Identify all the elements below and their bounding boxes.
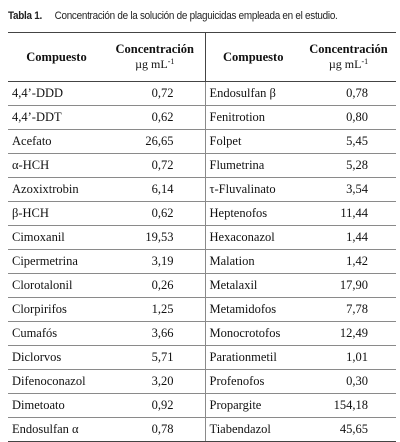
- concentration-cell: 19,53: [105, 226, 205, 250]
- concentration-cell: 0,72: [105, 154, 205, 178]
- concentration-cell: 0,62: [105, 106, 205, 130]
- table-row: [8, 106, 396, 130]
- concentration-cell: 0,72: [105, 82, 205, 106]
- compound-name-cell: Tiabendazol: [205, 418, 301, 442]
- compound-name-cell: Malation: [205, 250, 301, 274]
- concentration-cell: 11,44: [301, 202, 396, 226]
- table-header-row: [8, 33, 396, 82]
- concentration-cell: 3,20: [105, 370, 205, 394]
- compound-name-cell: α-HCH: [8, 154, 105, 178]
- compound-name-cell: τ-Fluvalinato: [205, 178, 301, 202]
- concentration-cell: 6,14: [105, 178, 205, 202]
- table-row: [8, 346, 396, 370]
- unit-exponent: -1: [167, 57, 175, 66]
- header-concentration-right: [301, 33, 396, 82]
- table-caption-text: Concentración de la solución de plaguicidas empleada en el estudio.: [54, 10, 338, 22]
- concentration-cell: 1,25: [105, 298, 205, 322]
- compound-name-cell: Flumetrina: [205, 154, 301, 178]
- table-row: [8, 202, 396, 226]
- table-row: [8, 394, 396, 418]
- header-concentration-right-title: Concentración: [309, 42, 388, 56]
- concentration-cell: 0,26: [105, 274, 205, 298]
- compound-name-cell: Metamidofos: [205, 298, 301, 322]
- header-concentration-right-unit: [301, 57, 396, 72]
- header-compound-left: Compuesto: [8, 33, 105, 82]
- concentration-cell: 0,78: [301, 82, 396, 106]
- header-concentration-left-unit: [105, 57, 205, 72]
- concentration-cell: 5,28: [301, 154, 396, 178]
- concentration-cell: 12,49: [301, 322, 396, 346]
- concentration-cell: 154,18: [301, 394, 396, 418]
- concentration-cell: 3,66: [105, 322, 205, 346]
- table-row: [8, 298, 396, 322]
- compound-name-cell: Metalaxil: [205, 274, 301, 298]
- concentration-cell: 0,92: [105, 394, 205, 418]
- unit-text: µg mL: [328, 57, 362, 71]
- table-row: [8, 370, 396, 394]
- compound-name-cell: Acefato: [8, 130, 105, 154]
- concentration-cell: 0,62: [105, 202, 205, 226]
- compound-name-cell: Hexaconazol: [205, 226, 301, 250]
- compound-name-cell: Propargite: [205, 394, 301, 418]
- compound-name-cell: Azoxixtrobin: [8, 178, 105, 202]
- compound-name-cell: Monocrotofos: [205, 322, 301, 346]
- concentration-cell: 0,30: [301, 370, 396, 394]
- compound-name-cell: Parationmetil: [205, 346, 301, 370]
- compound-name-cell: Cimoxanil: [8, 226, 105, 250]
- table-caption-label: Tabla 1.: [8, 10, 42, 22]
- table-row: [8, 82, 396, 106]
- compound-name-cell: Diclorvos: [8, 346, 105, 370]
- compound-name-cell: Clorpirifos: [8, 298, 105, 322]
- concentration-cell: 1,01: [301, 346, 396, 370]
- concentration-cell: 3,19: [105, 250, 205, 274]
- table-row: [8, 226, 396, 250]
- concentration-cell: 1,44: [301, 226, 396, 250]
- table-row: [8, 274, 396, 298]
- concentration-cell: 1,42: [301, 250, 396, 274]
- concentration-cell: 17,90: [301, 274, 396, 298]
- compound-name-cell: Clorotalonil: [8, 274, 105, 298]
- compound-name-cell: Endosulfan α: [8, 418, 105, 442]
- compound-name-cell: Heptenofos: [205, 202, 301, 226]
- table-caption: [8, 10, 361, 26]
- concentration-cell: 5,45: [301, 130, 396, 154]
- header-concentration-left-title: Concentración: [115, 42, 194, 56]
- concentration-cell: 7,78: [301, 298, 396, 322]
- compound-name-cell: Folpet: [205, 130, 301, 154]
- compound-name-cell: Endosulfan β: [205, 82, 301, 106]
- table-body: [8, 82, 396, 442]
- table-row: [8, 154, 396, 178]
- table-row: [8, 322, 396, 346]
- table-row: [8, 418, 396, 442]
- compound-name-cell: 4,4’-DDT: [8, 106, 105, 130]
- compound-name-cell: Profenofos: [205, 370, 301, 394]
- concentration-cell: 3,54: [301, 178, 396, 202]
- compound-name-cell: Dimetoato: [8, 394, 105, 418]
- table-row: [8, 250, 396, 274]
- compound-name-cell: Fenitrotion: [205, 106, 301, 130]
- compound-name-cell: β-HCH: [8, 202, 105, 226]
- unit-text: µg mL: [135, 57, 168, 71]
- compound-name-cell: 4,4’-DDD: [8, 82, 105, 106]
- table-row: [8, 130, 396, 154]
- concentration-cell: 26,65: [105, 130, 205, 154]
- concentration-cell: 5,71: [105, 346, 205, 370]
- pesticide-concentration-table: [8, 32, 396, 442]
- unit-exponent: -1: [361, 57, 369, 66]
- concentration-cell: 45,65: [301, 418, 396, 442]
- concentration-cell: 0,80: [301, 106, 396, 130]
- table-row: [8, 178, 396, 202]
- compound-name-cell: Cumafós: [8, 322, 105, 346]
- header-compound-right: Compuesto: [205, 33, 301, 82]
- header-concentration-left: [105, 33, 205, 82]
- compound-name-cell: Cipermetrina: [8, 250, 105, 274]
- concentration-cell: 0,78: [105, 418, 205, 442]
- compound-name-cell: Difenoconazol: [8, 370, 105, 394]
